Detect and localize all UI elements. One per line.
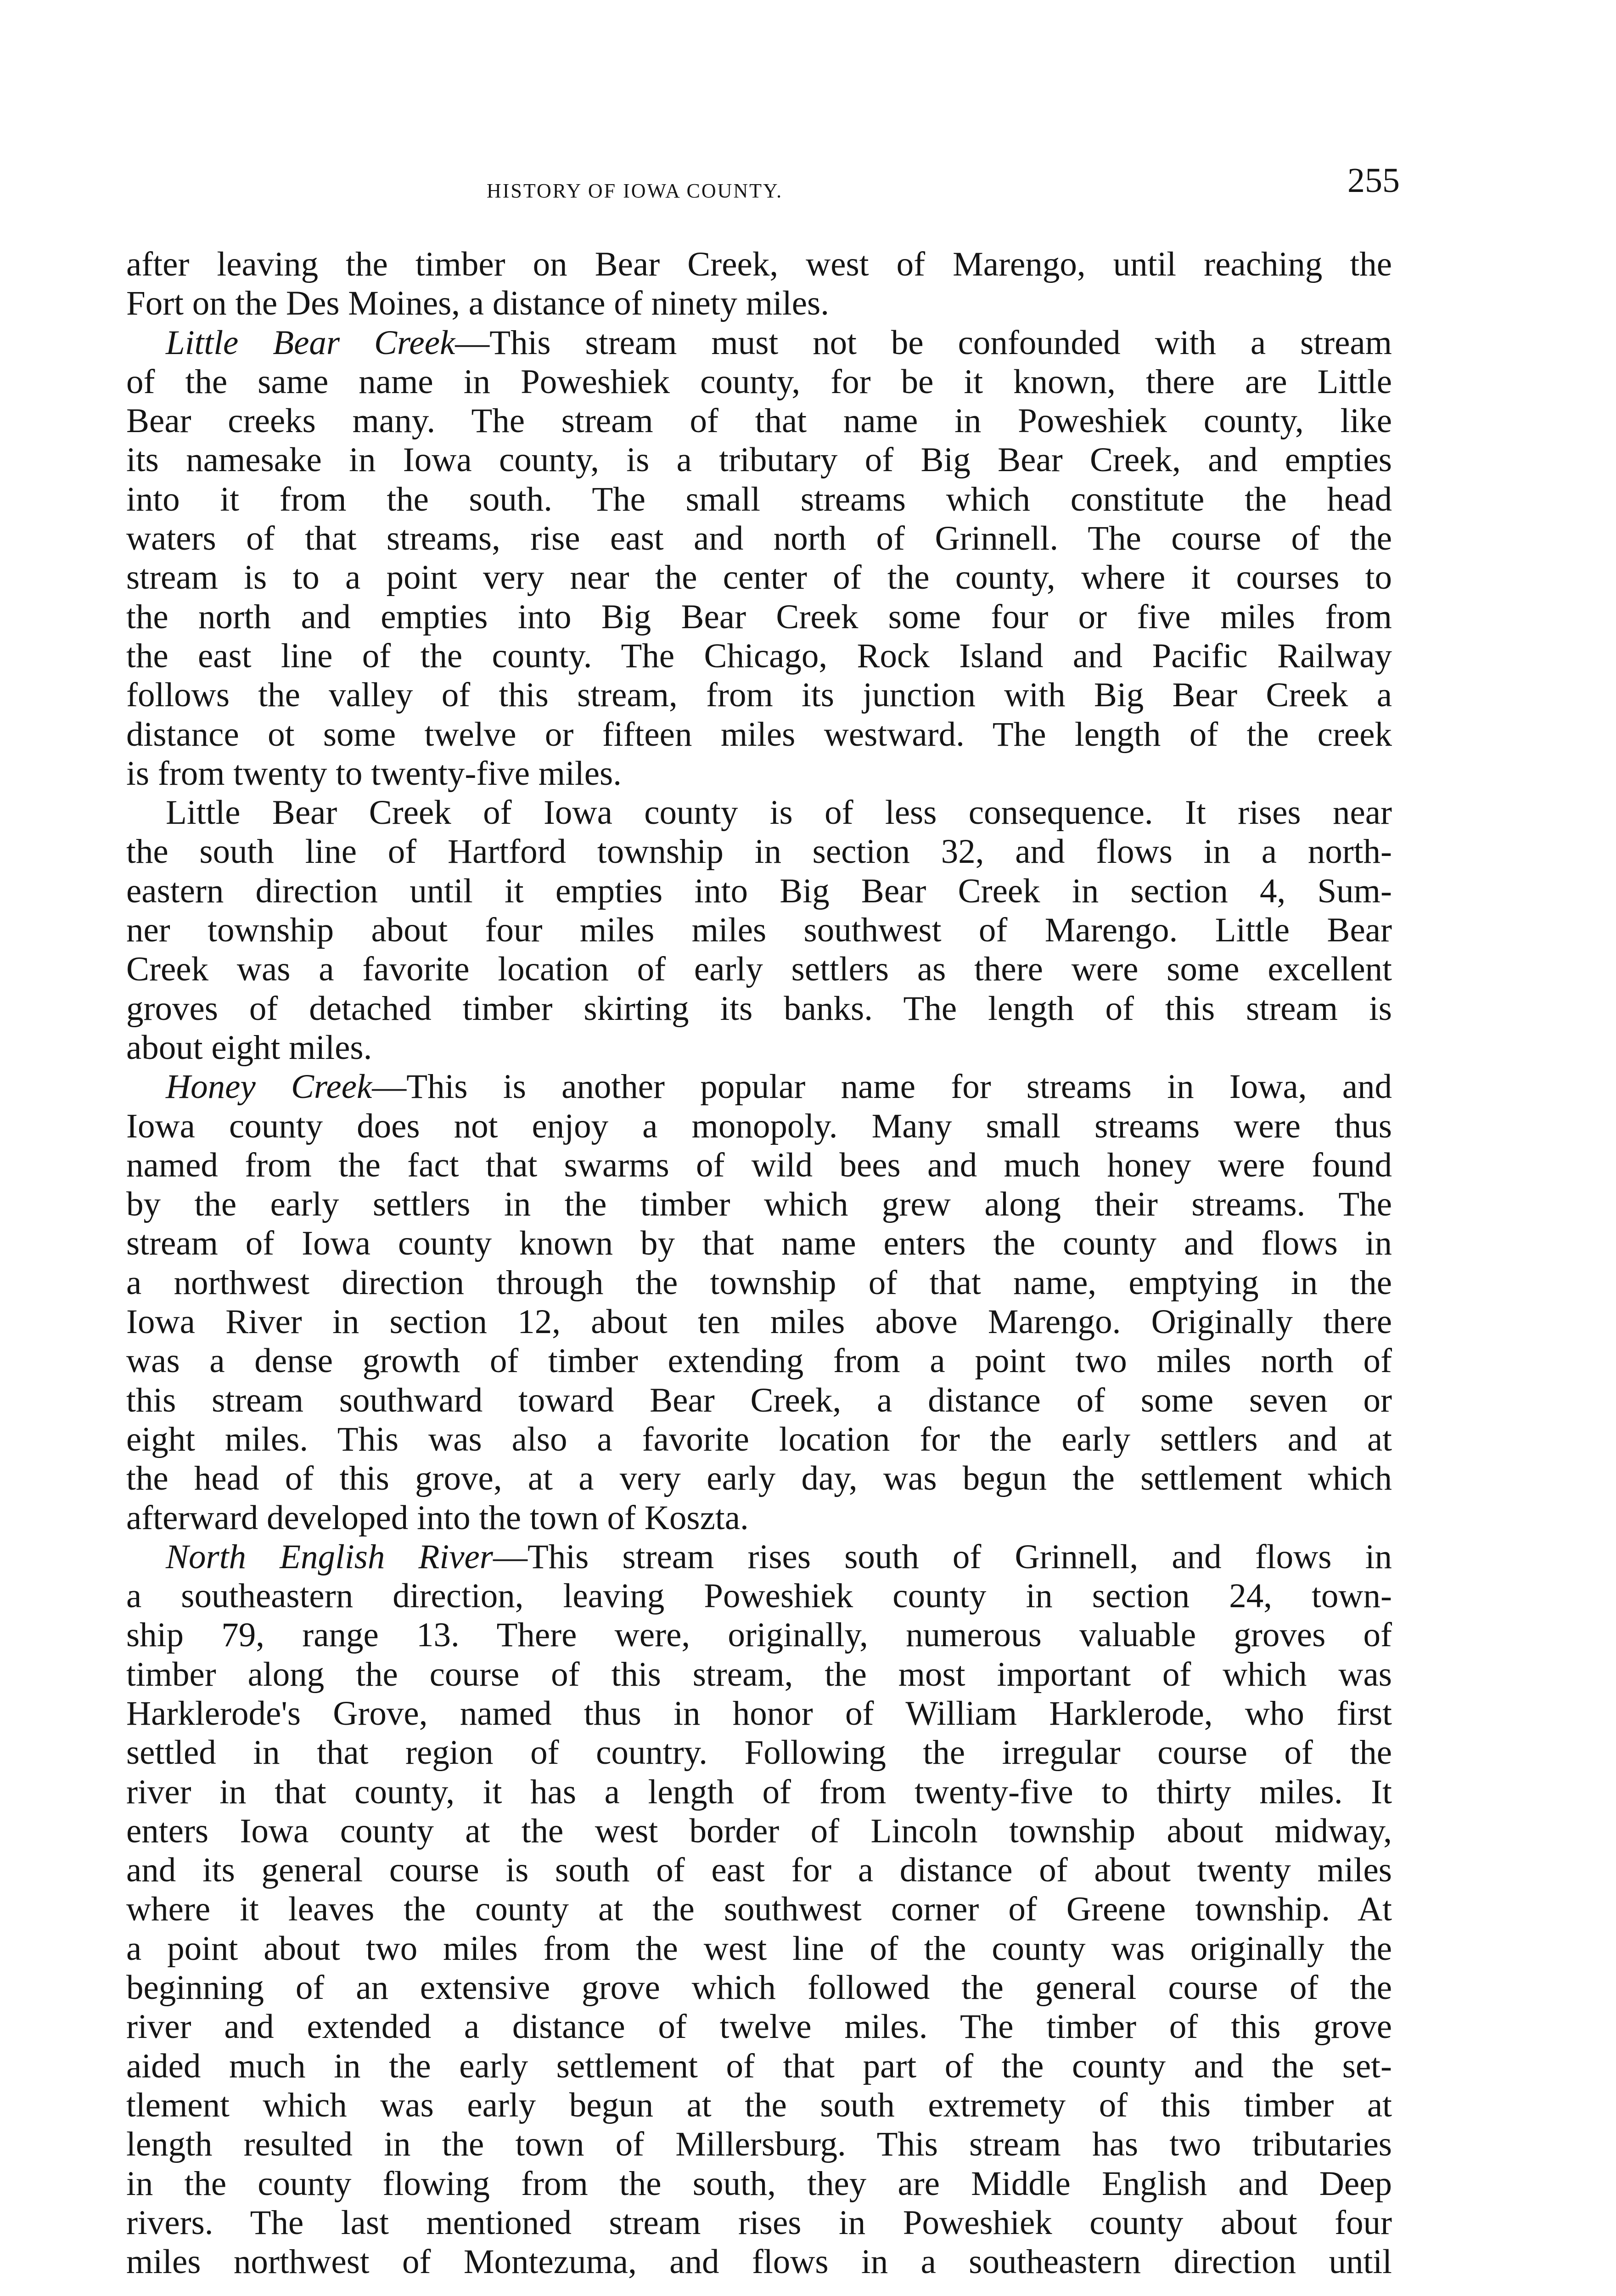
line-text: aided much in the early settlement of that part of the county and the set-: [126, 2047, 1392, 2085]
text-line: [126, 558, 1392, 597]
line-text: and its general course is south of east for a distance of about twenty miles: [126, 1851, 1392, 1890]
text-line: [126, 1968, 1392, 2007]
section-heading: North English River: [166, 1537, 493, 1576]
line-text: a northwest direction through the township of that name, emptying in the: [126, 1263, 1392, 1302]
line-text: named from the fact that swarms of wild bees and much honey were found: [126, 1146, 1392, 1184]
text-line: [126, 1185, 1392, 1224]
text-line: [126, 1028, 1392, 1067]
paragraph: [126, 245, 1392, 323]
paragraph: [126, 793, 1392, 1067]
line-text: rivers. The last mentioned stream rises in Poweshiek county about four: [126, 2203, 1392, 2242]
line-text: a southeastern direction, leaving Poweshiek county in section 24, town-: [126, 1577, 1392, 1615]
text-line: [126, 1107, 1392, 1146]
line-text: follows the valley of this stream, from its junction with Big Bear Creek a: [126, 676, 1392, 715]
line-text: tlement which was early begun at the south extremety of this timber at: [126, 2086, 1392, 2124]
text-line: [126, 2047, 1392, 2086]
line-text: eight miles. This was also a favorite location for the early settlers and at: [126, 1420, 1392, 1458]
running-title: HISTORY OF IOWA COUNTY.: [487, 180, 783, 202]
line-text: Iowa county does not enjoy a monopoly. Many small streams were thus: [126, 1107, 1392, 1145]
text-line: [126, 2164, 1392, 2203]
line-text: Creek was a favorite location of early settlers as there were some excellent: [126, 950, 1392, 989]
line-text: into it from the south. The small streams which constitute the head: [126, 480, 1392, 518]
paragraph: [126, 1067, 1392, 1537]
line-text: stream of Iowa county known by that name enters the county and flows in: [126, 1224, 1392, 1263]
text-line: [126, 1929, 1392, 1968]
paragraph: [126, 1537, 1392, 2282]
line-text: —This is another popular name for streams in Iowa, and: [372, 1068, 1392, 1106]
line-text: Iowa River in section 12, about ten miles above Marengo. Originally there: [126, 1303, 1392, 1341]
text-line: [126, 597, 1392, 636]
section-heading: Little Bear Creek: [166, 323, 455, 362]
text-line: [126, 1694, 1392, 1733]
text-line: [126, 284, 1392, 323]
text-line: [126, 1655, 1392, 1694]
line-text: ship 79, range 13. There were, originally, numerous valuable groves of: [126, 1616, 1392, 1654]
text-line: [126, 245, 1392, 284]
line-text: afterward developed into the town of Koszta.: [126, 1498, 749, 1537]
line-text: its namesake in Iowa county, is a tributary of Big Bear Creek, and empties: [126, 441, 1392, 479]
text-line: [126, 1773, 1392, 1812]
text-line: [126, 1263, 1392, 1302]
line-text: groves of detached timber skirting its banks. The length of this stream is: [126, 989, 1392, 1028]
line-text: —This stream must not be confounded with a stream: [455, 323, 1392, 362]
line-text: river and extended a distance of twelve miles. The timber of this grove: [126, 2008, 1392, 2046]
line-text: Little Bear Creek of Iowa county is of less consequence. It rises near: [166, 793, 1392, 832]
text-line: [126, 2086, 1392, 2125]
text-line: [126, 362, 1392, 401]
line-text: length resulted in the town of Millersburg. This stream has two tributaries: [126, 2125, 1392, 2164]
text-line: [126, 480, 1392, 519]
line-text: enters Iowa county at the west border of Lincoln township about midway,: [126, 1812, 1392, 1850]
line-text: a point about two miles from the west line of the county was originally the: [126, 1929, 1392, 1968]
line-text: in the county flowing from the south, they are Middle English and Deep: [126, 2164, 1392, 2203]
text-line: [126, 1812, 1392, 1851]
line-text: Fort on the Des Moines, a distance of ninety miles.: [126, 284, 829, 323]
line-text: ner township about four miles miles southwest of Marengo. Little Bear: [126, 911, 1392, 950]
line-text: stream is to a point very near the center of the county, where it courses to: [126, 558, 1392, 597]
line-text: the north and empties into Big Bear Creek some four or five miles from: [126, 597, 1392, 636]
line-text: beginning of an extensive grove which followed the general course of the: [126, 1969, 1392, 2007]
text-line: [126, 1576, 1392, 1615]
text-line: [126, 1459, 1392, 1498]
line-text: after leaving the timber on Bear Creek, west of Marengo, until reaching the: [126, 245, 1392, 283]
text-line: [126, 636, 1392, 675]
text-line: [126, 1381, 1392, 1420]
text-line: [126, 1067, 1392, 1106]
text-line: [126, 1224, 1392, 1263]
text-line: [126, 440, 1392, 479]
body-text: [126, 245, 1392, 2281]
line-text: about eight miles.: [126, 1028, 372, 1067]
text-line: [126, 1341, 1392, 1380]
line-text: eastern direction until it empties into Big Bear Creek in section 4, Sum-: [126, 872, 1392, 910]
line-text: settled in that region of country. Following the irregular course of the: [126, 1733, 1392, 1772]
text-line: [126, 1851, 1392, 1890]
text-line: [126, 323, 1392, 362]
line-text: the head of this grove, at a very early day, was begun the settlement which: [126, 1459, 1392, 1498]
text-line: [126, 2007, 1392, 2046]
line-text: Bear creeks many. The stream of that name in Poweshiek county, like: [126, 402, 1392, 440]
text-line: [126, 2203, 1392, 2242]
text-line: [126, 1302, 1392, 1341]
line-text: of the same name in Poweshiek county, for be it known, there are Little: [126, 362, 1392, 401]
line-text: was a dense growth of timber extending from a point two miles north of: [126, 1342, 1392, 1380]
line-text: river in that county, it has a length of from twenty-five to thirty miles. It: [126, 1773, 1392, 1811]
line-text: the south line of Hartford township in section 32, and flows in a north-: [126, 833, 1392, 871]
line-text: timber along the course of this stream, the most important of which was: [126, 1655, 1392, 1694]
line-text: is from twenty to twenty-five miles.: [126, 754, 622, 793]
text-line: [126, 754, 1392, 793]
line-text: waters of that streams, rise east and north of Grinnell. The course of the: [126, 519, 1392, 558]
text-line: [126, 1146, 1392, 1185]
text-line: [126, 519, 1392, 558]
text-line: [126, 715, 1392, 754]
text-line: [126, 989, 1392, 1028]
text-line: [126, 1420, 1392, 1459]
line-text: where it leaves the county at the southwest corner of Greene township. At: [126, 1890, 1392, 1929]
text-line: [126, 2125, 1392, 2164]
text-line: [126, 1615, 1392, 1654]
line-text: this stream southward toward Bear Creek, a distance of some seven or: [126, 1381, 1392, 1419]
text-line: [126, 832, 1392, 871]
text-line: [126, 2242, 1392, 2281]
text-line: [126, 675, 1392, 715]
line-text: the east line of the county. The Chicago, Rock Island and Pacific Railway: [126, 636, 1392, 675]
text-line: [126, 793, 1392, 832]
line-text: miles northwest of Montezuma, and flows in a southeastern direction until: [126, 2243, 1392, 2281]
line-text: by the early settlers in the timber which grew along their streams. The: [126, 1185, 1392, 1224]
text-line: [126, 1733, 1392, 1772]
text-line: [126, 1498, 1392, 1537]
section-heading: Honey Creek: [166, 1068, 372, 1106]
text-line: [126, 872, 1392, 911]
text-line: [126, 1890, 1392, 1929]
line-text: distance ot some twelve or fifteen miles westward. The length of the creek: [126, 715, 1392, 754]
text-line: [126, 911, 1392, 950]
text-line: [126, 401, 1392, 440]
text-line: [126, 950, 1392, 989]
paragraph: [126, 323, 1392, 793]
page-number: 255: [1347, 161, 1400, 200]
text-line: [126, 1537, 1392, 1576]
line-text: —This stream rises south of Grinnell, and flows in: [493, 1537, 1392, 1576]
line-text: Harklerode's Grove, named thus in honor of William Harklerode, who first: [126, 1694, 1392, 1733]
